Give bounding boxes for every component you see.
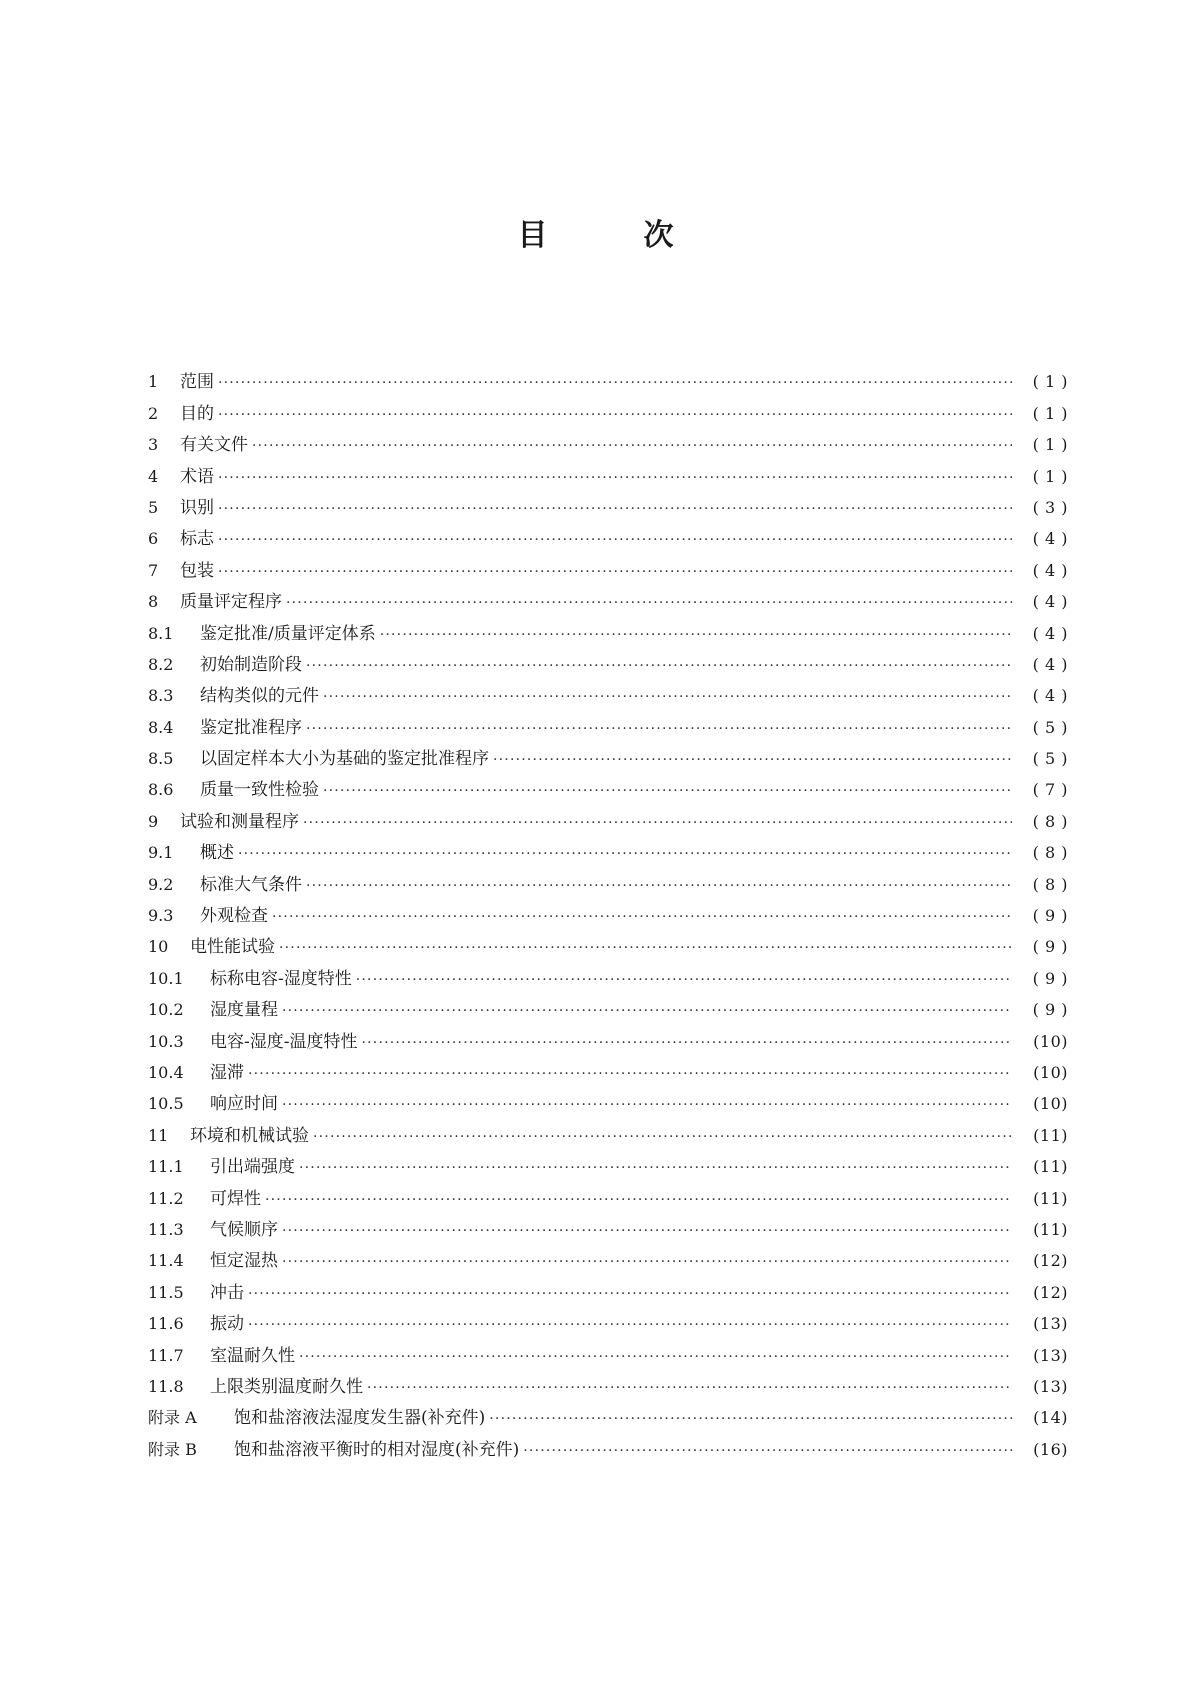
- toc-dot-leader: [265, 1190, 1012, 1210]
- toc-dot-leader: [523, 1441, 1012, 1461]
- toc-entry-number: 10.1: [148, 968, 184, 988]
- toc-entry-page: (10): [1033, 1094, 1068, 1114]
- toc-entry[interactable]: [148, 550, 1068, 581]
- toc-entry-title: 目的: [180, 403, 214, 424]
- toc-entry-title: 概述: [200, 843, 234, 864]
- toc-entry-title: 初始制造阶段: [200, 654, 302, 675]
- toc-dot-leader: [323, 781, 1012, 801]
- toc-entry[interactable]: [148, 393, 1068, 424]
- toc-entry-title: 可焊性: [210, 1188, 261, 1209]
- toc-dot-leader: [323, 687, 1012, 707]
- toc-entry[interactable]: [148, 864, 1068, 895]
- toc-entry-number: 11.3: [148, 1219, 184, 1239]
- toc-dot-leader: [218, 373, 1012, 393]
- toc-entry-number: 7: [148, 560, 159, 580]
- toc-entry[interactable]: [148, 1304, 1068, 1335]
- toc-dot-leader: [303, 813, 1012, 833]
- toc-entry-title: 包装: [180, 560, 214, 581]
- toc-entry-number: 10.3: [148, 1031, 184, 1051]
- toc-dot-leader: [299, 1158, 1012, 1178]
- toc-entry-title: 环境和机械试验: [190, 1125, 309, 1146]
- toc-dot-leader: [313, 1127, 1012, 1147]
- toc-entry-page: ( 4 ): [1032, 623, 1068, 643]
- toc-entry-title: 气候顺序: [210, 1219, 278, 1240]
- toc-entry-page: ( 4 ): [1032, 654, 1068, 674]
- toc-entry-title: 湿滞: [210, 1062, 244, 1083]
- toc-dot-leader: [306, 656, 1012, 676]
- toc-entry-number: 11.1: [148, 1157, 184, 1177]
- toc-entry[interactable]: [148, 645, 1068, 676]
- toc-entry[interactable]: [148, 801, 1068, 832]
- toc-entry-title: 外观检查: [200, 906, 268, 927]
- toc-dot-leader: [282, 1252, 1012, 1272]
- toc-entry-number: 9.1: [148, 843, 174, 863]
- toc-entry-page: ( 1 ): [1032, 466, 1068, 486]
- toc-entry-page: ( 5 ): [1032, 749, 1068, 769]
- toc-entry[interactable]: [148, 456, 1068, 487]
- toc-entry[interactable]: [148, 582, 1068, 613]
- toc-entry-page: (11): [1033, 1125, 1068, 1145]
- toc-entry-number: 附录 B: [148, 1439, 197, 1459]
- toc-dot-leader: [248, 1064, 1012, 1084]
- toc-entry-page: ( 8 ): [1032, 874, 1068, 894]
- toc-entry-title: 识别: [180, 497, 214, 518]
- page-title-char-2: 次: [643, 218, 674, 253]
- toc-entry-number: 11.5: [148, 1282, 184, 1302]
- toc-entry-title: 冲击: [210, 1282, 244, 1303]
- toc-dot-leader: [306, 876, 1012, 896]
- toc-entry-number: 6: [148, 529, 159, 549]
- page-title: [0, 210, 1191, 254]
- toc-entry-page: ( 9 ): [1032, 906, 1068, 926]
- toc-entry-number: 8: [148, 592, 159, 612]
- toc-entry-number: 9.2: [148, 874, 174, 894]
- toc-dot-leader: [489, 1409, 1012, 1429]
- toc-entry-number: 5: [148, 497, 159, 517]
- toc-dot-leader: [252, 436, 1012, 456]
- toc-entry-page: ( 7 ): [1032, 780, 1068, 800]
- toc-dot-leader: [380, 625, 1012, 645]
- toc-dot-leader: [238, 844, 1012, 864]
- toc-entry[interactable]: [148, 958, 1068, 989]
- toc-dot-leader: [218, 562, 1012, 582]
- toc-entry-title: 饱和盐溶液平衡时的相对湿度(补充件): [234, 1439, 520, 1460]
- toc-entry-title: 响应时间: [210, 1094, 278, 1115]
- toc-dot-leader: [493, 750, 1012, 770]
- toc-entry-page: ( 9 ): [1032, 1000, 1068, 1020]
- toc-entry-number: 10.2: [148, 1000, 184, 1020]
- toc-entry-page: ( 3 ): [1032, 497, 1068, 517]
- toc-dot-leader: [362, 1033, 1013, 1053]
- toc-entry[interactable]: [148, 676, 1068, 707]
- toc-dot-leader: [272, 907, 1012, 927]
- toc-dot-leader: [367, 1378, 1012, 1398]
- toc-entry[interactable]: [148, 739, 1068, 770]
- toc-entry-number: 10.5: [148, 1094, 184, 1114]
- toc-entry[interactable]: [148, 927, 1068, 958]
- toc-entry-title: 电容-湿度-温度特性: [210, 1031, 358, 1052]
- toc-entry[interactable]: [148, 833, 1068, 864]
- toc-dot-leader: [299, 1347, 1012, 1367]
- toc-entry-title: 质量一致性检验: [200, 780, 319, 801]
- toc-entry[interactable]: [148, 770, 1068, 801]
- toc-dot-leader: [282, 1221, 1012, 1241]
- toc-entry-number: 11.2: [148, 1188, 184, 1208]
- toc-dot-leader: [286, 593, 1012, 613]
- toc-entry[interactable]: [148, 1272, 1068, 1303]
- toc-entry[interactable]: [148, 1335, 1068, 1366]
- toc-entry[interactable]: [148, 1241, 1068, 1272]
- toc-entry-page: (11): [1033, 1188, 1068, 1208]
- toc-entry-number: 11.7: [148, 1345, 184, 1365]
- toc-entry-title: 恒定湿热: [210, 1251, 278, 1272]
- toc-entry-title: 试验和测量程序: [180, 811, 299, 832]
- toc-dot-leader: [282, 1095, 1012, 1115]
- toc-entry-number: 2: [148, 403, 159, 423]
- toc-entry-page: (11): [1033, 1219, 1068, 1239]
- toc-entry[interactable]: [148, 707, 1068, 738]
- toc-entry-number: 10.4: [148, 1062, 184, 1082]
- toc-entry-title: 饱和盐溶液法湿度发生器(补充件): [234, 1408, 486, 1429]
- toc-entry-number: 4: [148, 466, 159, 486]
- toc-entry-page: ( 5 ): [1032, 717, 1068, 737]
- toc-entry-number: 8.2: [148, 654, 174, 674]
- toc-entry[interactable]: [148, 1147, 1068, 1178]
- toc-entry-page: (13): [1033, 1345, 1068, 1365]
- toc-entry-page: (14): [1033, 1408, 1068, 1428]
- toc-entry-number: 11: [148, 1125, 169, 1145]
- toc-dot-leader: [248, 1284, 1012, 1304]
- toc-entry-number: 11.6: [148, 1314, 184, 1334]
- toc-entry[interactable]: [148, 1115, 1068, 1146]
- toc-entry[interactable]: [148, 1053, 1068, 1084]
- toc-entry-page: (16): [1033, 1439, 1068, 1459]
- toc-entry[interactable]: [148, 519, 1068, 550]
- toc-entry[interactable]: [148, 425, 1068, 456]
- toc-entry-title: 以固定样本大小为基础的鉴定批准程序: [200, 749, 489, 770]
- toc-entry[interactable]: [148, 1021, 1068, 1052]
- toc-entry-title: 结构类似的元件: [200, 686, 319, 707]
- toc-entry[interactable]: [148, 1367, 1068, 1398]
- toc-entry-page: ( 4 ): [1032, 592, 1068, 612]
- toc-entry-number: 3: [148, 435, 159, 455]
- toc-entry-page: (12): [1033, 1251, 1068, 1271]
- toc-entry-title: 范围: [180, 372, 214, 393]
- toc-entry-number: 8.3: [148, 686, 174, 706]
- toc-entry[interactable]: [148, 896, 1068, 927]
- toc-dot-leader: [218, 499, 1012, 519]
- toc-dot-leader: [356, 970, 1012, 990]
- toc-entry[interactable]: [148, 1210, 1068, 1241]
- toc-entry-title: 鉴定批准/质量评定体系: [200, 623, 376, 644]
- toc-entry-title: 电性能试验: [190, 937, 275, 958]
- toc-entry-page: (13): [1033, 1314, 1068, 1334]
- toc-dot-leader: [279, 938, 1012, 958]
- toc-entry[interactable]: [148, 362, 1068, 393]
- toc-entry-page: ( 8 ): [1032, 843, 1068, 863]
- toc-dot-leader: [218, 530, 1012, 550]
- toc-entry-number: 1: [148, 372, 159, 392]
- toc-entry-title: 室温耐久性: [210, 1345, 295, 1366]
- toc-entry-title: 标志: [180, 529, 214, 550]
- toc-entry[interactable]: [148, 1178, 1068, 1209]
- toc-entry-page: ( 1 ): [1032, 435, 1068, 455]
- toc-entry[interactable]: [148, 1398, 1068, 1429]
- toc-dot-leader: [282, 1001, 1012, 1021]
- toc-entry-number: 11.8: [148, 1376, 184, 1396]
- toc-entry-page: (13): [1033, 1376, 1068, 1396]
- toc-entry-page: (12): [1033, 1282, 1068, 1302]
- page-title-char-1: 目: [517, 218, 548, 253]
- toc-entry-title: 振动: [210, 1314, 244, 1335]
- toc-dot-leader: [248, 1315, 1012, 1335]
- toc-entry-page: (10): [1033, 1031, 1068, 1051]
- toc-entry-page: ( 1 ): [1032, 372, 1068, 392]
- toc-entry[interactable]: [148, 613, 1068, 644]
- toc-entry-title: 质量评定程序: [180, 592, 282, 613]
- toc-dot-leader: [218, 468, 1012, 488]
- toc-entry-title: 鉴定批准程序: [200, 717, 302, 738]
- toc-entry-page: ( 4 ): [1032, 529, 1068, 549]
- toc-entry[interactable]: [148, 1429, 1068, 1460]
- toc-entry-page: ( 1 ): [1032, 403, 1068, 423]
- toc-entry-page: (10): [1033, 1062, 1068, 1082]
- toc-entry-page: ( 9 ): [1032, 968, 1068, 988]
- toc-entry-title: 有关文件: [180, 435, 248, 456]
- toc-entry-number: 10: [148, 937, 169, 957]
- toc-entry-title: 标准大气条件: [200, 874, 302, 895]
- toc-entry-page: (11): [1033, 1157, 1068, 1177]
- toc-entry[interactable]: [148, 1084, 1068, 1115]
- toc-entry-page: ( 4 ): [1032, 686, 1068, 706]
- toc-entry-page: ( 4 ): [1032, 560, 1068, 580]
- toc-dot-leader: [306, 719, 1012, 739]
- toc-entry-number: 9.3: [148, 906, 174, 926]
- toc-dot-leader: [218, 405, 1012, 425]
- toc-entry-number: 附录 A: [148, 1408, 197, 1428]
- toc-entry-number: 8.5: [148, 749, 174, 769]
- toc-entry-title: 引出端强度: [210, 1157, 295, 1178]
- table-of-contents: [148, 362, 1068, 1461]
- toc-entry-number: 11.4: [148, 1251, 184, 1271]
- toc-entry-number: 9: [148, 811, 159, 831]
- toc-entry-title: 标称电容-湿度特性: [210, 968, 352, 989]
- toc-entry-page: ( 9 ): [1032, 937, 1068, 957]
- toc-entry[interactable]: [148, 990, 1068, 1021]
- toc-entry-title: 术语: [180, 466, 214, 487]
- toc-entry-number: 8.6: [148, 780, 174, 800]
- toc-entry[interactable]: [148, 488, 1068, 519]
- toc-entry-number: 8.1: [148, 623, 174, 643]
- toc-entry-title: 上限类别温度耐久性: [210, 1376, 363, 1397]
- toc-entry-number: 8.4: [148, 717, 174, 737]
- toc-entry-page: ( 8 ): [1032, 811, 1068, 831]
- toc-entry-title: 湿度量程: [210, 1000, 278, 1021]
